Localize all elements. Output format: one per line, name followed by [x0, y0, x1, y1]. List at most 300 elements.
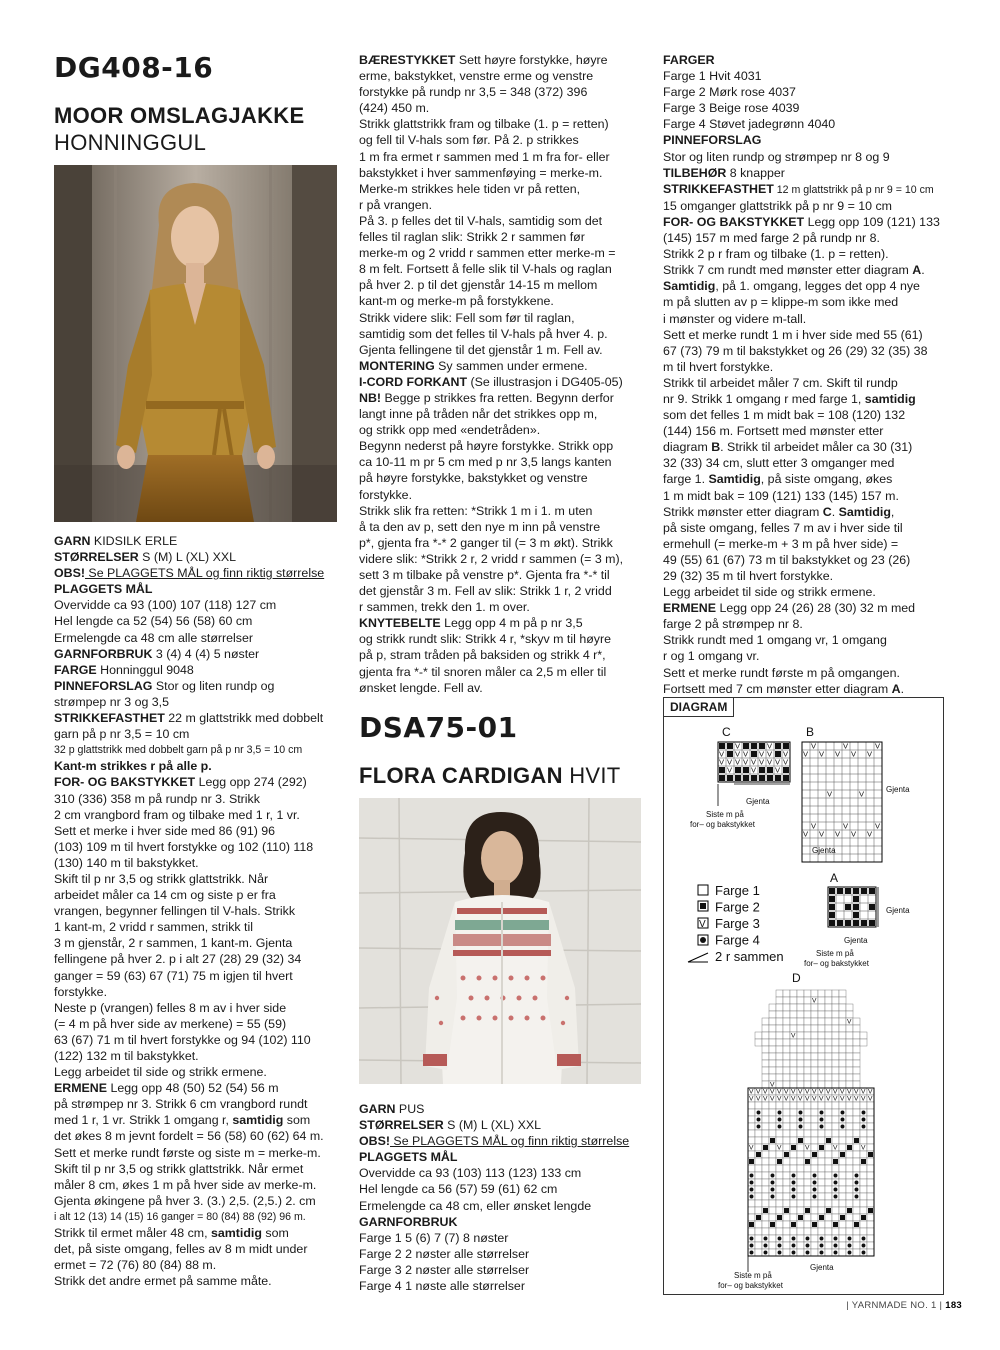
diagram-chart-d-cell: [839, 1158, 846, 1165]
diagram-chart-d-cell: [769, 1011, 776, 1018]
diagram-chart-d-cell: [832, 1011, 839, 1018]
diagram-chart-d-cell: [755, 1207, 762, 1214]
diagram-chart-d-cell: [825, 1193, 832, 1200]
diagram-cell-color3: V: [812, 997, 817, 1005]
diagram-chart-d-cell: [818, 1186, 825, 1193]
diagram-chart-d-cell: [825, 1186, 832, 1193]
text-line-key: FARGE: [54, 662, 97, 677]
diagram-chart-d-cell: [867, 1109, 874, 1116]
diagram-chart-d-cell: [825, 1235, 832, 1242]
diagram-chart-d-cell: [804, 1221, 811, 1228]
diagram-cell-color4: [820, 1251, 824, 1255]
diagram-cell-color2: [861, 1215, 866, 1220]
diagram-chart-d-cell: [783, 1214, 790, 1221]
text-line-value: Sett et merke rundt 1 m i hver side med 55 (61): [663, 327, 923, 342]
diagram-chart-d-cell: [762, 1186, 769, 1193]
diagram-cell-color2: [763, 1208, 768, 1213]
legend-label: 2 r sammen: [715, 949, 784, 964]
diagram-chart-d-cell: [853, 1200, 860, 1207]
text-line: [54, 678, 344, 694]
diagram-chart-d-cell: [846, 1060, 853, 1067]
diagram-cell-color3: V: [843, 741, 849, 751]
text-line-value: Hel lengde ca 52 (54) 56 (58) 60 cm: [54, 614, 253, 629]
text-line-value: Strikk 7 cm rundt med mønster etter diagram: [663, 263, 913, 278]
diagram-chart-d-cell: [818, 1060, 825, 1067]
text-line: [54, 613, 344, 629]
diagram-chart-d-cell: [755, 1172, 762, 1179]
diagram-chart-d-cell: [867, 1221, 874, 1228]
diagram-chart-d-cell: [860, 1186, 867, 1193]
diagram-cell-color3: V: [719, 749, 725, 759]
text-line-value: Stor og liten rundp og strømpep nr 8 og 9: [663, 149, 890, 164]
text-line: [663, 665, 953, 681]
text-line: [663, 84, 953, 100]
diagram-chart-d-cell: [755, 1137, 762, 1144]
text-line: [663, 681, 953, 697]
diagram-chart-d-cell: [825, 1158, 832, 1165]
diagram-chart-d-cell: [804, 1116, 811, 1123]
diagram-siste-c: Siste m på: [706, 810, 744, 819]
diagram-cell-color3: V: [775, 757, 781, 767]
diagram-chart-d-cell: [797, 1151, 804, 1158]
diagram-chart-d-cell: [811, 1144, 818, 1151]
diagram-chart-d-cell: [797, 1193, 804, 1200]
text-line: [54, 855, 344, 871]
diagram-chart-d-cell: [825, 1081, 832, 1088]
text-line-value: Strikk 2 p r fram og tilbake (1. p = retten).: [663, 247, 889, 262]
text-line: [54, 1145, 344, 1161]
diagram-cell-color3: V: [756, 1095, 761, 1103]
diagram-cell-color2: [847, 1208, 852, 1213]
diagram-cell-color3: V: [826, 1088, 831, 1096]
diagram-chart-d-cell: [769, 1109, 776, 1116]
text-line: [663, 504, 953, 520]
diagram-chart-d-cell: [748, 1116, 755, 1123]
diagram-chart-d-cell: [818, 1046, 825, 1053]
diagram-chart-d-cell: [804, 1025, 811, 1032]
diagram-chart-d-cell: [797, 1228, 804, 1235]
diagram-chart-d-cell: [797, 1011, 804, 1018]
diagram-cell-color3: V: [803, 749, 809, 759]
diagram-chart-d-cell: [818, 990, 825, 997]
diagram-chart-d-cell: [832, 1032, 839, 1039]
diagram-cell-color4: [834, 1237, 838, 1241]
pattern-code: DG408-16: [54, 51, 214, 84]
diagram-chart-d-cell: [846, 1200, 853, 1207]
text-line-value: 29 (32) 35 m til hvert forstykke.: [663, 569, 834, 583]
diagram-chart-d-cell: [769, 1116, 776, 1123]
diagram-chart-d-cell: [825, 990, 832, 997]
diagram-gjenta-a2: Gjenta: [844, 936, 868, 945]
diagram-chart-d-cell: [783, 1018, 790, 1025]
diagram-chart-d-cell: [818, 1074, 825, 1081]
text-line-value: merke-m og 2 vridd r sammen etter merke-m =: [359, 246, 616, 261]
text-line: [359, 454, 644, 470]
diagram-cell-color3: V: [826, 1095, 831, 1103]
text-line-value: Sett et merke rundt første og siste m = merke-m.: [54, 1145, 321, 1160]
text-line-value: 12 m glattstrikk på p nr 9 = 10 cm: [773, 183, 934, 196]
diagram-cell-color2: [853, 920, 859, 926]
diagram-chart-d-cell: [762, 1151, 769, 1158]
diagram-chart-d-cell: [769, 1200, 776, 1207]
diagram-chart-d-cell: [825, 1228, 832, 1235]
diagram-cell-color4: [820, 1111, 824, 1115]
text-line-key: OBS!: [359, 1134, 390, 1149]
text-line-key: ERMENE: [54, 1081, 108, 1096]
diagram-cell-color2: [719, 767, 725, 773]
diagram-chart-d-cell: [818, 1004, 825, 1011]
diagram-chart-d-cell: [811, 1011, 818, 1018]
diagram-chart-d-cell: [769, 1235, 776, 1242]
text-line-value: forstykke på rundp nr 3,5 = 348 (372) 396: [359, 85, 588, 100]
text-line-value: på p, stram tråden på baksiden og strikk 4 r*,: [359, 648, 606, 663]
diagram-chart-d-cell: [839, 1137, 846, 1144]
diagram-chart-d-cell: [860, 1200, 867, 1207]
diagram-chart-d-cell: [832, 1053, 839, 1060]
diagram-cell-color2: [749, 1222, 754, 1227]
diagram-chart-d-cell: [846, 1221, 853, 1228]
diagram-chart-d-cell: [825, 1116, 832, 1123]
text-line: [663, 520, 953, 536]
diagram-cell-color3: V: [833, 1144, 838, 1152]
text-line-value: det økes 8 m jevnt fordelt = 56 (58) 60 (62) 64 m.: [54, 1129, 324, 1144]
diagram-cell-color4: [862, 1251, 866, 1255]
text-line-value: Sy sammen under ermene.: [434, 358, 588, 373]
diagram-chart-d-cell: [755, 1144, 762, 1151]
text-line-value: ermehull (= merke-m + 3 m på hver side) =: [663, 536, 899, 551]
text-line-key: PINNEFORSLAG: [54, 678, 153, 693]
diagram-cell-color2: [775, 775, 781, 781]
text-line: [54, 1112, 344, 1128]
diagram-chart-d-cell: [811, 1165, 818, 1172]
diagram-cell-color4: [750, 1195, 754, 1199]
diagram-chart-d-cell: [790, 1214, 797, 1221]
diagram-chart-d-cell: [804, 1011, 811, 1018]
diagram-chart-d-cell: [776, 1074, 783, 1081]
text-line: [663, 311, 953, 327]
diagram-chart-d-cell: [769, 1249, 776, 1256]
diagram-chart-d-cell: [867, 1193, 874, 1200]
text-line-value: 1 kant-m, 2 vridd r sammen, strikk til: [54, 920, 253, 935]
diagram-chart-d-cell: [832, 1116, 839, 1123]
text-line-value: På 3. p felles det til V-hals, samtidig som det: [359, 213, 603, 228]
diagram-cell-color4: [792, 1181, 796, 1185]
text-line-emphasis: A: [891, 681, 901, 696]
text-line: [54, 919, 344, 935]
diagram-chart-d-cell: [860, 1165, 867, 1172]
diagram-chart-d-cell: [790, 1081, 797, 1088]
diagram-chart-d-cell: [776, 1067, 783, 1074]
diagram-cell-color3: V: [791, 1032, 796, 1040]
text-line: [54, 984, 344, 1000]
diagram-chart-d-cell: [776, 1137, 783, 1144]
diagram-chart-d-cell: [776, 1200, 783, 1207]
diagram-cell-color2: [767, 767, 773, 773]
text-line-value: på siste omgang, felles 7 m av i hver side til: [663, 520, 903, 535]
diagram-chart-d-cell: [839, 990, 846, 997]
diagram-chart-d-cell: [797, 1172, 804, 1179]
diagram-chart-d-cell: [776, 1179, 783, 1186]
diagram-chart-d-cell: [839, 1186, 846, 1193]
diagram-cell-color2: [735, 775, 741, 781]
text-line: [54, 1273, 344, 1289]
diagram-cell-color2: [868, 1208, 873, 1213]
diagram-chart-d-cell: [790, 1053, 797, 1060]
diagram-cell-color3: V: [751, 757, 757, 767]
diagram-chart-d-cell: [769, 1025, 776, 1032]
text-line-value: vrangen, begynner fellingen til V-hals. Strikk: [54, 904, 296, 919]
diagram-chart-d-cell: [818, 1207, 825, 1214]
diagram-cell-color2: [854, 1222, 859, 1227]
diagram-cell-color3: V: [847, 1018, 852, 1026]
text-line: [54, 968, 344, 984]
diagram-chart-d-cell: [790, 997, 797, 1004]
text-line-value: 15 omganger glattstrikk på p nr 9 = 10 cm: [663, 198, 893, 213]
diagram-cell-color4: [771, 1181, 775, 1185]
diagram-cell-color2: [783, 743, 789, 749]
diagram-cell-color2: [783, 775, 789, 781]
diagram-chart-d-cell: [839, 1074, 846, 1081]
diagram-chart-d-cell: [839, 1053, 846, 1060]
diagram-cell-color2: [812, 1222, 817, 1227]
column-middle: [359, 52, 644, 1294]
diagram-chart-d-cell: [804, 1214, 811, 1221]
diagram-chart-d-cell: [762, 1102, 769, 1109]
diagram-chart-d-cell: [790, 1158, 797, 1165]
legend-swatch-color4-dot: [700, 937, 706, 943]
diagram-cell-color4: [771, 1174, 775, 1178]
diagram-chart-d-cell: [825, 1102, 832, 1109]
text-line-value: Sett et merke i hver side med 86 (91) 96: [54, 823, 276, 838]
legend-label: Farge 2: [715, 899, 760, 915]
diagram-chart-d-cell: [853, 1158, 860, 1165]
diagram-chart-d-cell: [846, 1109, 853, 1116]
diagram-chart-d-cell: [797, 1081, 804, 1088]
text-line-value: KIDSILK ERLE: [90, 534, 178, 548]
diagram-chart-d-cell: [811, 1214, 818, 1221]
diagram-chart-d-cell: [804, 990, 811, 997]
diagram-forbak-c: for– og bakstykket: [690, 820, 755, 829]
diagram-chart-d-cell: [853, 1130, 860, 1137]
diagram-chart-d-cell: [839, 1200, 846, 1207]
diagram-chart-d-cell: [846, 1193, 853, 1200]
diagram-chart-d-cell: [762, 1039, 769, 1046]
diagram-chart-d-cell: [832, 1067, 839, 1074]
diagram-chart-d-cell: [783, 1186, 790, 1193]
diagram-cell-color4: [813, 1174, 817, 1178]
diagram-chart-d-cell: [755, 1158, 762, 1165]
diagram-cell-color2: [861, 920, 867, 926]
text-line-value: PUS: [395, 1102, 425, 1116]
diagram-chart-d-cell: [853, 1214, 860, 1221]
diagram-cell-color4: [778, 1118, 782, 1122]
diagram-chart-d-cell: [860, 1207, 867, 1214]
diagram-chart-d-cell: [804, 1060, 811, 1067]
text-line: [359, 1117, 644, 1133]
text-line-value: Farge 4 Støvet jadegrønn 4040: [663, 117, 836, 132]
text-line: [359, 583, 644, 599]
text-line: [54, 1016, 344, 1032]
text-line-key: NB!: [359, 390, 382, 405]
diagram-chart-d-cell: [860, 1032, 867, 1039]
diagram-chart-d-cell: [769, 1165, 776, 1172]
text-line-key: I-CORD FORKANT: [359, 374, 468, 389]
diagram-cell-color4: [792, 1188, 796, 1192]
diagram-cell-color2: [743, 767, 749, 773]
diagram-label-a: A: [830, 871, 839, 885]
text-line: [54, 871, 344, 887]
diagram-cell-color4: [778, 1251, 782, 1255]
diagram-cell-color4: [792, 1251, 796, 1255]
text-line: [663, 52, 953, 68]
text-line-value: Strikk mønster etter diagram: [663, 504, 823, 519]
diagram-cell-color3: V: [847, 1088, 852, 1096]
diagram-chart-d-cell: [762, 1137, 769, 1144]
diagram-chart-d-cell: [783, 1221, 790, 1228]
diagram-cell-color3: V: [735, 757, 741, 767]
pattern-code-2: DSA75-01: [359, 711, 518, 744]
diagram-cell-color3: V: [805, 1144, 810, 1152]
diagram-chart-d-cell: [811, 1018, 818, 1025]
diagram-chart-d-cell: [846, 1074, 853, 1081]
text-line-value: S (M) L (XL) XXL: [138, 550, 236, 565]
diagram-cell-color3: V: [763, 1088, 768, 1096]
diagram-chart-d-cell: [797, 1018, 804, 1025]
diagram-cell-color4: [813, 1195, 817, 1199]
diagram-chart-d-cell: [748, 1137, 755, 1144]
diagram-chart-d-cell: [797, 1039, 804, 1046]
photo-woman-mustard-wrap-jacket-icon: [54, 165, 337, 522]
text-line: [359, 1101, 644, 1117]
diagram-chart-d-cell: [748, 1151, 755, 1158]
diagram-chart-d-cell: [846, 1186, 853, 1193]
diagram-chart-d-cell: [825, 1242, 832, 1249]
text-line-value: .: [831, 504, 839, 519]
diagram-chart-d-cell: [804, 1004, 811, 1011]
diagram-chart-d-cell: [776, 1004, 783, 1011]
text-line: [359, 470, 644, 486]
diagram-chart-d-cell: [783, 1200, 790, 1207]
diagram-chart-d-cell: [811, 1137, 818, 1144]
diagram-chart-d-cell: [776, 1102, 783, 1109]
diagram-chart-d-cell: [846, 1151, 853, 1158]
diagram-chart-d-cell: [797, 1186, 804, 1193]
diagram-cell-color2: [727, 751, 733, 757]
diagram-cell-color4: [757, 1111, 761, 1115]
diagram-chart-d-cell: [853, 1102, 860, 1109]
diagram-cell-color2: [853, 896, 859, 902]
diagram-chart-d-cell: [769, 1158, 776, 1165]
text-line: [663, 455, 953, 471]
diagram-cell-color3: V: [819, 829, 825, 839]
text-line-key: TILBEHØR: [663, 165, 727, 180]
diagram-chart-d-cell: [748, 1207, 755, 1214]
diagram-chart-d-cell: [804, 1186, 811, 1193]
diagram-chart-d-cell: [783, 1060, 790, 1067]
text-line-value: og fell til V-hals som før. På 2. p strikkes: [359, 133, 579, 148]
diagram-cell-color3: V: [756, 1088, 761, 1096]
diagram-chart-d-cell: [804, 1228, 811, 1235]
diagram-chart-d-cell: [762, 1123, 769, 1130]
text-line: [359, 1278, 644, 1294]
text-line-value: m til hvert forstykke.: [663, 359, 774, 374]
diagram-cell-color4: [778, 1125, 782, 1129]
text-line: [54, 726, 344, 742]
diagram-chart-d-cell: [797, 1025, 804, 1032]
text-line-key: KNYTEBELTE: [359, 616, 441, 631]
diagram-chart-d-cell: [867, 1179, 874, 1186]
text-line-emphasis: samtidig: [232, 1113, 284, 1128]
diagram-cell-color2: [798, 1138, 803, 1143]
diagram-cell-color3: V: [867, 829, 873, 839]
diagram-chart-d-cell: [832, 1102, 839, 1109]
text-line-value: i alt 12 (13) 14 (15) 16 ganger = 80 (84) 88 (92) 96 m.: [54, 1210, 306, 1223]
diagram-cell-color4: [806, 1237, 810, 1241]
text-line-value: ca 10-11 m pr 5 cm med p nr 3,5 langs kanten: [359, 455, 612, 470]
diagram-chart-d-cell: [832, 1137, 839, 1144]
diagram-chart-d-cell: [839, 1018, 846, 1025]
diagram-chart-d-cell: [762, 1221, 769, 1228]
diagram-chart-d-cell: [755, 1165, 762, 1172]
diagram-chart-d-cell: [762, 1025, 769, 1032]
text-line: [663, 471, 953, 487]
diagram-chart-d-cell: [811, 1109, 818, 1116]
text-line-value: , på siste omgang, økes: [760, 472, 893, 487]
diagram-chart-d-cell: [762, 1165, 769, 1172]
diagram-cell-color4: [862, 1244, 866, 1248]
diagram-chart-d-cell: [797, 1046, 804, 1053]
diagram-chart-d-cell: [839, 1144, 846, 1151]
diagram-cell-color3: V: [767, 741, 773, 751]
diagram-chart-d-cell: [811, 1207, 818, 1214]
text-line: [54, 951, 344, 967]
diagram-chart-d-cell: [769, 1228, 776, 1235]
diagram-cell-color4: [813, 1188, 817, 1192]
diagram-chart-d-cell: [825, 1032, 832, 1039]
text-line-key: PLAGGETS MÅL: [54, 582, 153, 597]
text-line-value: Begynn nederst på høyre forstykke. Strikk opp: [359, 439, 614, 454]
diagram-cell-color4: [855, 1181, 859, 1185]
diagram-chart-d-cell: [853, 1207, 860, 1214]
text-line: [54, 1080, 344, 1096]
text-line: [54, 1000, 344, 1016]
text-line-value: Ermelengde ca 48 cm alle størrelser: [54, 630, 254, 645]
diagram-chart-d-cell: [818, 1067, 825, 1074]
text-line-value: 8 m felt. Fortsett å felle slik til V-hals og raglan: [359, 262, 612, 277]
diagram-chart-d-cell: [790, 1046, 797, 1053]
pattern2-text: [359, 1101, 644, 1294]
diagram-cell-color4: [834, 1181, 838, 1185]
text-line: [54, 839, 344, 855]
diagram-cell-color4: [778, 1244, 782, 1248]
text-line-value: 3 (4) 4 (4) 5 nøster: [152, 646, 260, 661]
text-line: [663, 600, 953, 616]
text-line-value: langt inne på tråden når det strikkes opp m,: [359, 407, 598, 422]
pattern1-continued-text: [359, 52, 644, 696]
diagram-chart-d-cell: [825, 1214, 832, 1221]
diagram-chart-d-cell: [846, 1032, 853, 1039]
text-line: [54, 742, 344, 758]
text-line-value: med 1 r, 1 vr. Strikk 1 omgang r,: [54, 1113, 233, 1128]
text-line-value: Sett høyre forstykke, høyre: [455, 53, 608, 67]
diagram-chart-d-cell: [867, 1137, 874, 1144]
diagram-cell-color3: V: [840, 1088, 845, 1096]
diagram-chart-d-cell: [818, 1039, 825, 1046]
diagram-chart-d-cell: [755, 1130, 762, 1137]
text-line-emphasis: A: [912, 263, 922, 278]
diagram-cell-color3: V: [759, 749, 765, 759]
text-line-emphasis: samtidig: [210, 1226, 262, 1241]
